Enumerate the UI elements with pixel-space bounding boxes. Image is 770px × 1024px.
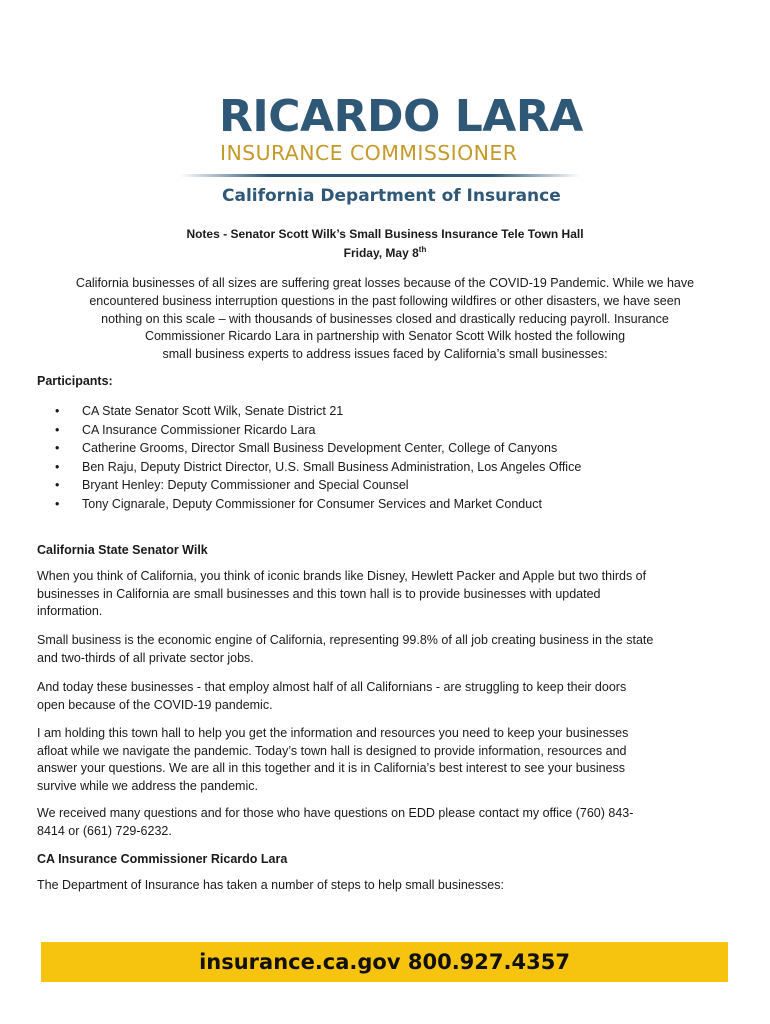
lara-section-heading: CA Insurance Commissioner Ricardo Lara — [37, 852, 288, 866]
wilk-paragraph-1 — [37, 568, 737, 621]
wilk-paragraph-3 — [37, 679, 737, 714]
notes-date-text: Friday, May 8 — [343, 246, 419, 260]
paragraph-line: I am holding this town hall to help you get the information and resources you need to keep your businesses — [37, 726, 629, 740]
list-item: • Catherine Grooms, Director Small Business Development Center, College of Canyons — [55, 439, 581, 458]
paragraph-line: We received many questions and for those who have questions on EDD please contact my office (760) 843- — [37, 806, 634, 820]
intro-line: California businesses of all sizes are suffering great losses because of the COVID-19 Pandemic. While we have — [75, 276, 695, 290]
notes-title: Notes - Senator Scott Wilk’s Small Business Insurance Tele Town Hall — [186, 227, 584, 241]
list-item: • Tony Cignarale, Deputy Commissioner for Consumer Services and Market Conduct — [55, 495, 581, 514]
paragraph-line: When you think of California, you think of iconic brands like Disney, Hewlett Packer and Apple but two thirds of — [37, 569, 647, 583]
commissioner-name-logo: RICARDO LARA — [219, 91, 583, 142]
footer-contact-bar — [41, 942, 728, 982]
paragraph-line: The Department of Insurance has taken a number of steps to help small businesses: — [37, 878, 504, 892]
paragraph-line: survive while we address the pandemic. — [37, 778, 258, 793]
intro-paragraph — [28, 275, 742, 364]
paragraph-line: information. — [37, 604, 103, 618]
list-item: • Ben Raju, Deputy District Director, U.S. Small Business Administration, Los Angeles Office — [55, 458, 581, 477]
paragraph-line: answer your questions. We are all in this together and it is in California’s best interest to see your business — [37, 761, 626, 775]
paragraph-line: 8414 or (661) 729-6232. — [37, 823, 172, 838]
wilk-paragraph-4 — [37, 725, 737, 795]
paragraph-line: open because of the COVID-19 pandemic. — [37, 697, 273, 712]
department-name: California Department of Insurance — [222, 186, 561, 206]
list-item: • CA Insurance Commissioner Ricardo Lara — [55, 421, 581, 440]
lara-paragraph — [37, 877, 737, 895]
intro-line: encountered business interruption questions in the past following wildfires or other disasters, we have seen — [89, 293, 681, 308]
wilk-section-heading: California State Senator Wilk — [37, 543, 208, 557]
paragraph-line: Small business is the economic engine of California, representing 99.8% of all job creating business in the state — [37, 633, 654, 647]
notes-date — [0, 242, 770, 261]
intro-line: Commissioner Ricardo Lara in partnership with Senator Scott Wilk hosted the following — [144, 329, 626, 344]
logo-divider — [180, 174, 580, 177]
notes-date-suffix: th — [418, 245, 427, 254]
footer-contact-text: insurance.ca.gov 800.927.4357 — [199, 950, 570, 974]
participants-heading: Participants: — [37, 374, 113, 388]
paragraph-line: afloat while we navigate the pandemic. Today’s town hall is designed to provide information, resources and — [37, 743, 627, 758]
participants-list — [55, 402, 581, 513]
intro-line: nothing on this scale – with thousands of businesses closed and drastically reducing payroll. Insurance — [101, 311, 669, 326]
intro-line: small business experts to address issues faced by California’s small businesses: — [162, 347, 608, 362]
wilk-paragraph-5 — [37, 805, 737, 840]
paragraph-line: businesses in California are small businesses and this town hall is to provide businesses with updated — [37, 586, 601, 601]
list-item: • Bryant Henley: Deputy Commissioner and Special Counsel — [55, 476, 581, 495]
wilk-paragraph-2 — [37, 632, 737, 667]
commissioner-title-logo: INSURANCE COMMISSIONER — [220, 141, 518, 165]
list-item: • CA State Senator Scott Wilk, Senate District 21 — [55, 402, 581, 421]
paragraph-line: and two-thirds of all private sector jobs. — [37, 650, 254, 665]
paragraph-line: And today these businesses - that employ almost half of all Californians - are struggling to keep their doors — [37, 680, 627, 694]
